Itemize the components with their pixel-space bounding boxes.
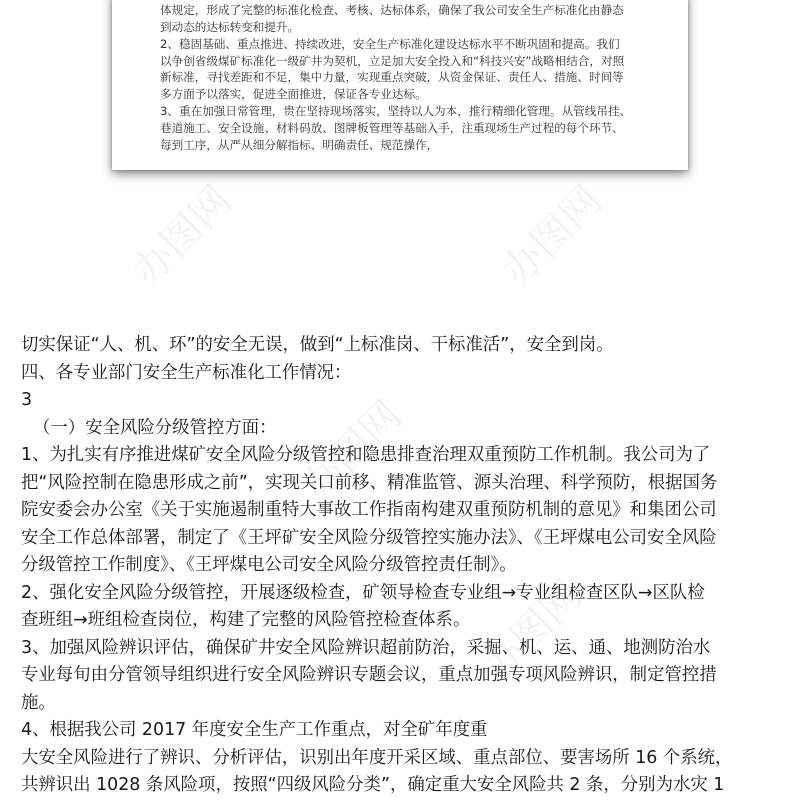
watermark-text: 办图网 [493,177,612,295]
preview-line: 巷道施工、安全设施、材料码放、图牌板管理等基础入手，注重现场生产过程的每个环节、 [160,121,624,136]
body-line: 3、加强风险辨识评估，确保矿井安全风险辨识超前防治，采掘、机、运、通、地测防治水 [21,637,711,658]
body-line: 安全工作总体部署，制定了《王坪矿安全风险分级管控实施办法》、《王坪煤电公司安全风险 [21,527,717,548]
body-line: 共辨识出 1028 条风险项，按照“四级风险分类”，确定重大安全风险共 2 条，分别为水灾 1 [21,775,725,795]
body-line: 专业每旬由分管领导组织进行安全风险辨识专题会议，重点加强专项风险辨识，制定管控措 [21,665,717,685]
body-line: 1、为扎实有序推进煤矿安全风险分级管控和隐患排查治理双重预防工作机制。我公司为了 [21,445,711,465]
body-line: 4、根据我公司 2017 年度安全生产工作重点，对全矿年度重 [21,720,488,740]
watermark-text: 办图网 [473,572,592,690]
preview-line: 以争创省级煤矿标准化一级矿井为契机，立足加大安全投入和“科技兴安”战略相结合，对照 [160,53,625,68]
preview-line: 到动态的达标转变和提升。 [160,19,300,34]
preview-line: 每到工序，从严从细分解指标、明确责任、规范操作， [160,138,439,153]
body-line: 切实保证“人、机、环”的安全无误，做到“上标准岗、干标准活”，安全到岗。 [21,335,614,355]
watermark-text: 办图网 [123,177,242,295]
preview-line: 新标准，寻找差距和不足，集中力量，实现重点突破，从资金保证、责任人、措施、时间等 [160,70,624,85]
preview-line: 体规定，形成了完整的标准化检查、考核、达标体系，确保了我公司安全生产标准化由静态 [160,2,624,17]
body-line: 2、强化安全风险分级管控，开展逐级检查，矿领导检查专业组→专业组检查区队→区队检 [21,582,705,603]
section-heading: 四、各专业部门安全生产标准化工作情况： [21,362,352,383]
watermark-text: 办图网 [293,392,412,510]
preview-line: 3、重在加强日常管理，贵在坚持现场落实，坚持以人为本，推行精细化管理。从管线吊挂、 [160,104,632,119]
subsection-heading: （一）安全风险分级管控方面： [33,417,277,438]
page-number: 3 [21,390,33,410]
body-line: 大安全风险进行了辨识、分析评估，识别出年度开采区域、重点部位、要害场所 16 个系统， [21,747,733,768]
preview-line: 多方面予以落实，促进全面推进，保证各专业达标。 [160,87,427,102]
document-body [21,332,781,800]
document-page-preview [112,0,688,170]
preview-text-block [160,0,660,154]
body-line: 查班组→班组检查岗位，构建了完整的风险管控检查体系。 [21,610,471,630]
body-line: 院安委会办公室《关于实施遏制重特大事故工作指南构建双重预防机制的意见》和集团公司 [21,500,717,520]
body-line: 把“风险控制在隐患形成之前”，实现关口前移、精准监管、源头治理、科学预防，根据国务 [21,472,718,493]
body-line: 施。 [21,692,56,713]
body-line: 分级管控工作制度》、《王坪煤电公司安全风险分级管控责任制》。 [21,555,517,575]
preview-line: 2、稳固基础、重点推进、持续改进，安全生产标准化建设达标水平不断巩固和提高。我们 [160,36,620,51]
